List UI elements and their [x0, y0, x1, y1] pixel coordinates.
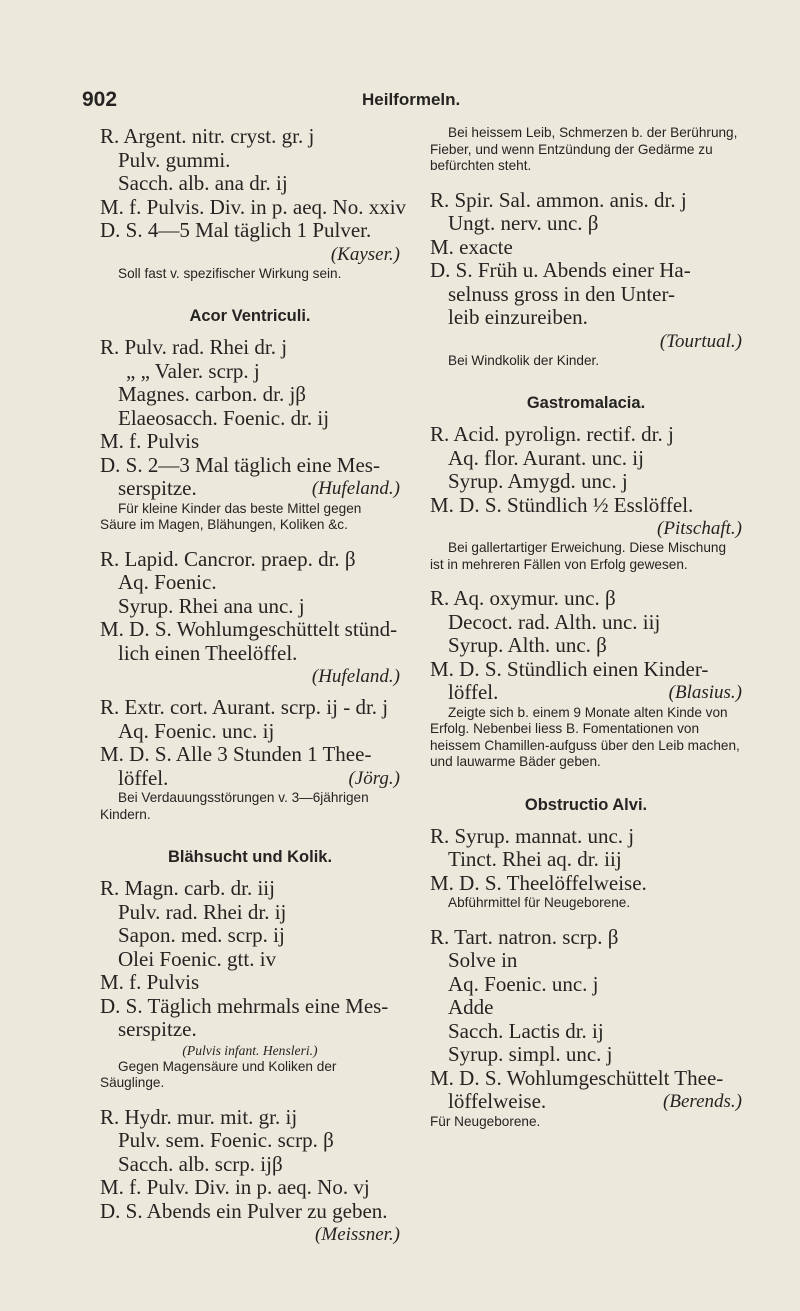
- recipe-line: Syrup. Rhei ana unc. j: [118, 593, 305, 618]
- recipe-line: Sacch. Lactis dr. ij: [448, 1018, 604, 1043]
- recipe-line: M. D. S. Alle 3 Stunden 1 Thee-: [100, 742, 372, 766]
- recipe-line: D. S. Abends ein Pulver zu geben.: [100, 1198, 388, 1223]
- page-header: [82, 88, 718, 118]
- recipe-line: Pulv. rad. Rhei dr. ij: [118, 899, 287, 924]
- recipe-author: (Pulvis infant. Hensleri.): [182, 1042, 318, 1058]
- recipe-author: (Hufeland.): [311, 666, 400, 687]
- recipe-aq-oxymur: [430, 587, 742, 771]
- recipe-line: M. f. Pulvis: [100, 970, 200, 994]
- running-title: Heilformeln.: [362, 90, 461, 109]
- recipe-line: Adde: [448, 995, 494, 1019]
- recipe-line: Decoct. rad. Alth. unc. iij: [448, 609, 661, 634]
- recipe-line: Sapon. med. scrp. ij: [118, 923, 285, 947]
- recipe-line: M. D. S. Stündlich einen Kinder-: [430, 656, 709, 681]
- recipe-line: R. Argent. nitr. cryst. gr. j: [100, 124, 315, 148]
- recipe-line: Syrup. Amygd. unc. j: [448, 469, 628, 493]
- recipe-line: löffel.: [118, 765, 169, 790]
- recipe-line: Sacch. alb. scrp. ijβ: [118, 1151, 283, 1176]
- recipe-line: serspitze.: [118, 1017, 197, 1041]
- recipe-line: Pulv. gummi.: [118, 147, 231, 172]
- recipe-line: M. f. Pulvis: [100, 429, 200, 453]
- recipe-spir-sal: [430, 189, 742, 370]
- recipe-line: R. Magn. carb. dr. iij: [100, 876, 275, 900]
- recipe-line: Syrup. Alth. unc. β: [448, 633, 607, 657]
- recipe-line: M. f. Pulv. Div. in p. aeq. No. vj: [100, 1175, 370, 1199]
- recipe-tart-natron: [430, 926, 742, 1131]
- recipe-note: Bei gallertartiger Erweichung. Diese Mischung ist in mehreren Fällen von Erfolg gewesen.: [430, 540, 727, 572]
- recipe-note: Abführmittel für Neugeborene.: [448, 895, 631, 910]
- recipe-line: M. f. Pulvis. Div. in p. aeq. No. xxiv: [100, 194, 407, 219]
- recipe-line: löffelweise.: [448, 1089, 547, 1113]
- recipe-hydr-mur: [100, 1106, 400, 1247]
- recipe-line: R. Acid. pyrolign. rectif. dr. j: [430, 422, 674, 446]
- recipe-author: (Pitschaft.): [657, 518, 742, 539]
- recipe-line: Pulv. sem. Foenic. scrp. β: [118, 1128, 334, 1152]
- page-number: 902: [82, 88, 118, 111]
- recipe-line: Aq. Foenic.: [118, 570, 217, 594]
- recipe-line: löffel.: [448, 680, 499, 704]
- recipe-lapid-cancror: [100, 548, 400, 689]
- recipe-line: Solve in: [448, 948, 518, 972]
- recipe-line: Syrup. simpl. unc. j: [448, 1042, 613, 1066]
- recipe-line: Olei Foenic. gtt. iv: [118, 946, 277, 971]
- recipe-line: leib einzureiben.: [448, 305, 588, 329]
- section-heading-acor-ventriculi: Acor Ventriculi.: [189, 307, 311, 325]
- recipe-line: M. D. S. Wohlumgeschüttelt stünd-: [100, 617, 398, 641]
- recipe-line: serspitze.: [118, 476, 197, 500]
- section-heading-blaehsucht: Blähsucht und Kolik.: [167, 848, 333, 866]
- recipe-line: D. S. Täglich mehrmals eine Mes-: [100, 993, 389, 1018]
- recipe-line: Tinct. Rhei aq. dr. iij: [448, 847, 622, 871]
- recipe-line: Magnes. carbon. dr. jβ: [118, 382, 306, 406]
- recipe-note: Gegen Magensäure und Koliken der Säuglinge.: [100, 1058, 337, 1090]
- recipe-line: Aq. flor. Aurant. unc. ij: [448, 445, 644, 470]
- recipe-author: (Jörg.): [348, 767, 400, 789]
- recipe-note: Bei Windkolik der Kinder.: [448, 352, 600, 368]
- recipe-note: Für Neugeborene.: [430, 1113, 541, 1129]
- recipe-line: M. D. S. Theelöffelweise.: [430, 870, 647, 895]
- recipe-note: Für kleine Kinder das beste Mittel gegen Säure im Magen, Blähungen, Koliken &c.: [100, 500, 362, 532]
- recipe-extr-aurant: [100, 696, 400, 823]
- recipe-syrup-mannat: [430, 825, 742, 912]
- continued-note: Bei heissem Leib, Schmerzen b. der Berührung, Fieber, und wenn Entzündung der Gedärme zu befürchten steht.: [430, 125, 738, 173]
- recipe-author: (Hufeland.): [311, 478, 400, 499]
- recipe-line: R. Aq. oxymur. unc. β: [430, 586, 616, 610]
- recipe-line: Aq. Foenic. unc. ij: [118, 718, 275, 743]
- recipe-line: M. D. S. Stündlich ½ Esslöffel.: [430, 492, 694, 517]
- recipe-line: R. Extr. cort. Aurant. scrp. ij - dr. j: [100, 695, 389, 719]
- recipe-magn-carb: [100, 877, 400, 1092]
- recipe-line: R. Tart. natron. scrp. β: [430, 924, 619, 949]
- section-heading-gastromalacia: Gastromalacia.: [526, 394, 646, 412]
- left-column: [100, 124, 407, 1246]
- recipe-line: D. S. 2—3 Mal täglich eine Mes-: [100, 452, 380, 477]
- recipe-line: M. D. S. Wohlumgeschüttelt Thee-: [430, 1065, 724, 1090]
- recipe-author: (Blasius.): [668, 682, 742, 703]
- recipe-line: R. Syrup. mannat. unc. j: [430, 823, 635, 848]
- recipe-line: „ „ Valer. scrp. j: [126, 358, 260, 383]
- recipe-note: Zeigte sich b. einem 9 Monate alten Kinde von Erfolg. Nebenbei liess B. Fomentationen von heissem Chamillen-aufguss über den Leib machen, und lauwarme Bäder geben.: [430, 704, 740, 769]
- recipe-author: (Meissner.): [315, 1224, 400, 1245]
- recipe-pulv-rhei: [100, 336, 400, 534]
- recipe-line: R. Spir. Sal. ammon. anis. dr. j: [430, 187, 687, 212]
- recipe-acid-pyrolign: [430, 423, 742, 573]
- recipe-note: Bei Verdauungsstörungen v. 3—6jährigen Kindern.: [100, 790, 369, 822]
- recipe-author: (Tourtual.): [659, 330, 742, 352]
- recipe-note: Soll fast v. spezifischer Wirkung sein.: [118, 265, 342, 281]
- recipe-line: D. S. Früh u. Abends einer Ha-: [430, 258, 691, 282]
- recipe-line: M. exacte: [430, 234, 513, 259]
- recipe-author: (Berends.): [663, 1091, 742, 1112]
- recipe-argent: [100, 124, 407, 282]
- recipe-line: Aq. Foenic. unc. j: [448, 971, 599, 996]
- recipe-line: R. Pulv. rad. Rhei dr. j: [100, 335, 288, 359]
- recipe-author: (Kayser.): [330, 243, 400, 265]
- recipe-line: lich einen Theelöffel.: [118, 640, 298, 665]
- recipe-line: R. Hydr. mur. mit. gr. ij: [100, 1104, 298, 1129]
- recipe-line: Elaeosacch. Foenic. dr. ij: [118, 405, 330, 430]
- recipe-line: selnuss gross in den Unter-: [448, 281, 676, 306]
- recipe-line: R. Lapid. Cancror. praep. dr. β: [100, 546, 356, 571]
- section-heading-obstructio-alvi: Obstructio Alvi.: [524, 795, 648, 814]
- recipe-line: Ungt. nerv. unc. β: [448, 211, 599, 235]
- recipe-line: D. S. 4—5 Mal täglich 1 Pulver.: [100, 218, 372, 242]
- right-column: [430, 125, 742, 1130]
- recipe-line: Sacch. alb. ana dr. ij: [118, 171, 288, 195]
